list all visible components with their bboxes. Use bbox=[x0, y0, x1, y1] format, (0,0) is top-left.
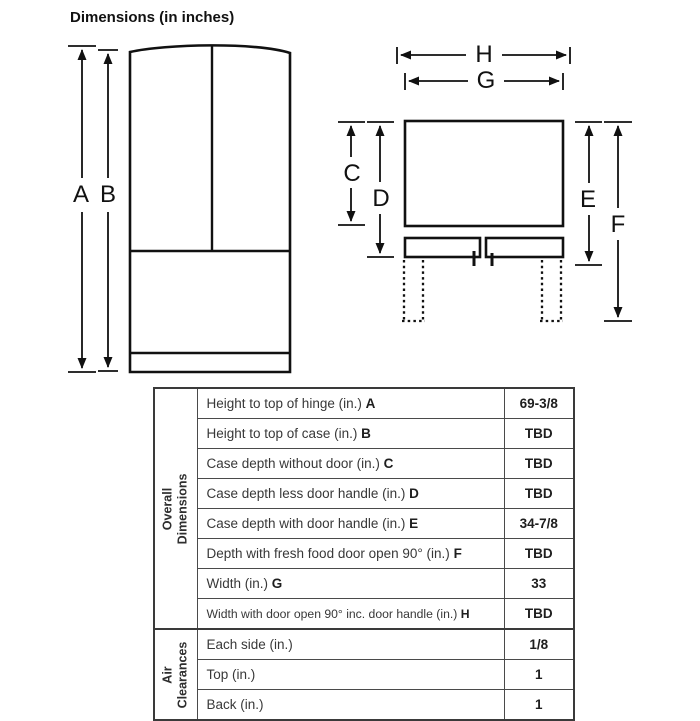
dim-arrow-b bbox=[98, 50, 118, 371]
dim-letter: A bbox=[365, 396, 376, 411]
row-desc-cell: Case depth less door handle (in.) D bbox=[197, 479, 504, 509]
fridge-body bbox=[130, 45, 290, 372]
row-desc-cell: Width (in.) G bbox=[197, 569, 504, 599]
row-value-cell: TBD bbox=[504, 599, 574, 630]
right-door-rect bbox=[486, 238, 563, 257]
dim-letter: E bbox=[409, 516, 419, 531]
dim-letter: B bbox=[361, 426, 371, 441]
row-desc-cell: Height to top of case (in.) B bbox=[197, 419, 504, 449]
row-value-cell: TBD bbox=[504, 539, 574, 569]
row-value-cell: TBD bbox=[504, 449, 574, 479]
dim-letter: F bbox=[453, 546, 462, 561]
row-desc-cell: Case depth without door (in.) C bbox=[197, 449, 504, 479]
case-top-view bbox=[402, 121, 563, 321]
dim-label-f: F bbox=[610, 211, 626, 238]
section-label-overall-dimensions: Overall Dimensions bbox=[154, 388, 197, 629]
table-row bbox=[154, 479, 574, 509]
fridge-outline bbox=[130, 45, 290, 372]
dim-label-b: B bbox=[99, 181, 117, 208]
dim-letter: D bbox=[409, 486, 419, 501]
row-desc-cell: Each side (in.) bbox=[197, 629, 504, 660]
table-row bbox=[154, 419, 574, 449]
dimensions-table bbox=[153, 387, 575, 721]
row-value-cell: 34-7/8 bbox=[504, 509, 574, 539]
page-title: Dimensions (in inches) bbox=[70, 9, 235, 26]
left-door-rect bbox=[405, 238, 480, 257]
table-row bbox=[154, 509, 574, 539]
table-row bbox=[154, 690, 574, 721]
case-rect bbox=[405, 121, 563, 226]
row-desc-cell: Height to top of hinge (in.) A bbox=[197, 388, 504, 419]
dim-arrow-a bbox=[68, 46, 96, 372]
row-desc-cell: Depth with fresh food door open 90° (in.) F bbox=[197, 539, 504, 569]
row-value-cell: 1 bbox=[504, 660, 574, 690]
row-value-cell: 69-3/8 bbox=[504, 388, 574, 419]
table-row bbox=[154, 539, 574, 569]
top-view-diagram bbox=[330, 30, 660, 380]
open-door-dotted-left bbox=[402, 260, 425, 321]
dim-label-a: A bbox=[72, 181, 90, 208]
table-row bbox=[154, 629, 574, 660]
row-desc-cell: Back (in.) bbox=[197, 690, 504, 721]
section-label-air-clearances: Air Clearances bbox=[154, 629, 197, 720]
dim-label-g: G bbox=[476, 67, 496, 94]
table-row bbox=[154, 388, 574, 419]
dim-label-c: C bbox=[343, 160, 361, 187]
dim-letter: C bbox=[383, 456, 394, 471]
table-row bbox=[154, 449, 574, 479]
row-value-cell: 33 bbox=[504, 569, 574, 599]
row-value-cell: 1 bbox=[504, 690, 574, 721]
row-value-cell: TBD bbox=[504, 419, 574, 449]
dim-letter: G bbox=[271, 576, 283, 591]
table-row bbox=[154, 660, 574, 690]
row-desc-cell: Case depth with door handle (in.) E bbox=[197, 509, 504, 539]
row-desc-cell: Top (in.) bbox=[197, 660, 504, 690]
dim-letter: H bbox=[460, 606, 470, 621]
dim-label-e: E bbox=[579, 186, 597, 213]
front-view-diagram bbox=[60, 30, 320, 380]
table-row bbox=[154, 599, 574, 630]
row-desc-cell: Width with door open 90° inc. door handle (in.) H bbox=[197, 599, 504, 630]
dim-label-h: H bbox=[475, 41, 493, 68]
dim-label-d: D bbox=[372, 185, 390, 212]
open-door-dotted-right bbox=[540, 260, 563, 321]
row-value-cell: TBD bbox=[504, 479, 574, 509]
row-value-cell: 1/8 bbox=[504, 629, 574, 660]
table-row bbox=[154, 569, 574, 599]
